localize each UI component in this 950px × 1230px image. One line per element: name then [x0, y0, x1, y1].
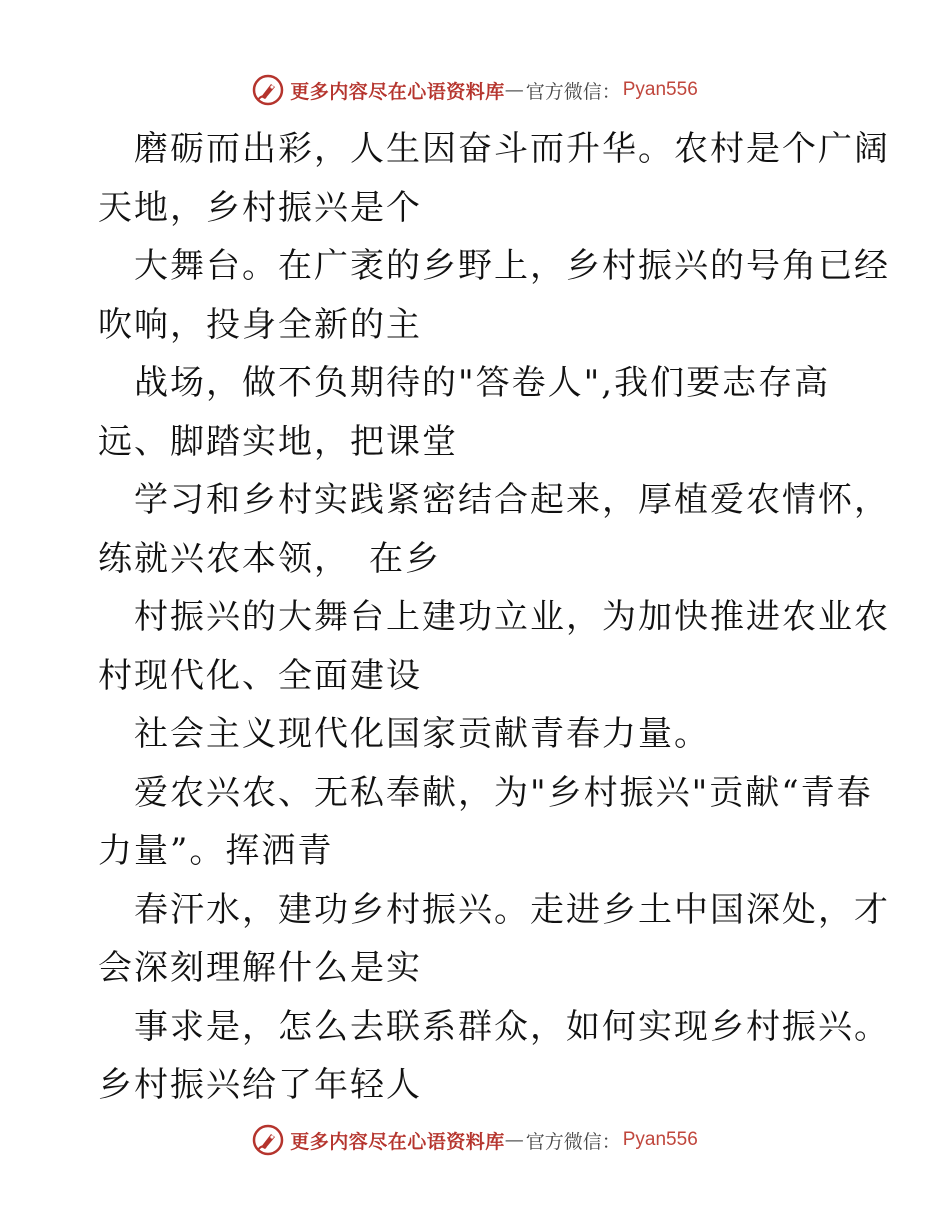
text-line: 会深刻理解什么是实 — [98, 948, 422, 988]
banner-separator: — — [504, 79, 524, 101]
text-line: 吹响，投身全新的主 — [98, 304, 422, 345]
text-line: 力量”。挥洒青 — [98, 831, 334, 871]
text-line: 大舞台。在广袤的乡野上，乡村振兴的号角已经 — [134, 246, 890, 286]
text-line: 村振兴的大舞台上建功立业，为加快推进农业农 — [134, 597, 890, 637]
document-body — [98, 120, 890, 1115]
header-banner — [0, 70, 950, 110]
banner-title: 更多内容尽在心语资料库 — [290, 1130, 505, 1153]
banner-wechat-label: 官方微信： — [525, 1130, 621, 1153]
text-line: 磨砺而出彩，人生因奋斗而升华。农村是个广阔 — [134, 129, 890, 169]
text-line: 爱农兴农、无私奉献，为"乡村振兴"贡献“青春 — [134, 772, 873, 813]
text-line: 社会主义现代化国家贡献青春力量。 — [134, 714, 710, 754]
text-line: 学习和乡村实践紧密结合起来，厚植爱农情怀， — [134, 480, 890, 520]
footer-banner — [0, 1120, 950, 1160]
text-line: 远、脚踏实地，把课堂 — [98, 421, 458, 462]
banner-separator: — — [504, 1129, 524, 1151]
text-line: 村现代化、全面建设 — [98, 655, 422, 696]
text-line: 春汗水，建功乡村振兴。走进乡土中国深处，才 — [134, 889, 890, 930]
text-line: 战场，做不负期待的"答卷人",我们要志存高 — [134, 363, 831, 403]
banner-wechat-label: 官方微信： — [525, 80, 621, 103]
text-line: 天地，乡村振兴是个 — [98, 187, 422, 228]
banner-title: 更多内容尽在心语资料库 — [290, 80, 505, 103]
text-line: 乡村振兴给了年轻人 — [98, 1065, 422, 1105]
pen-nib-logo-icon — [252, 1124, 284, 1156]
banner-wechat-id: Pyan556 — [622, 1129, 698, 1150]
pen-nib-logo-icon — [252, 74, 284, 106]
text-line: 事求是，怎么去联系群众，如何实现乡村振兴。 — [134, 1006, 890, 1047]
banner-wechat-id: Pyan556 — [622, 79, 698, 100]
text-line: 练就兴农本领， 在乡 — [98, 538, 441, 579]
